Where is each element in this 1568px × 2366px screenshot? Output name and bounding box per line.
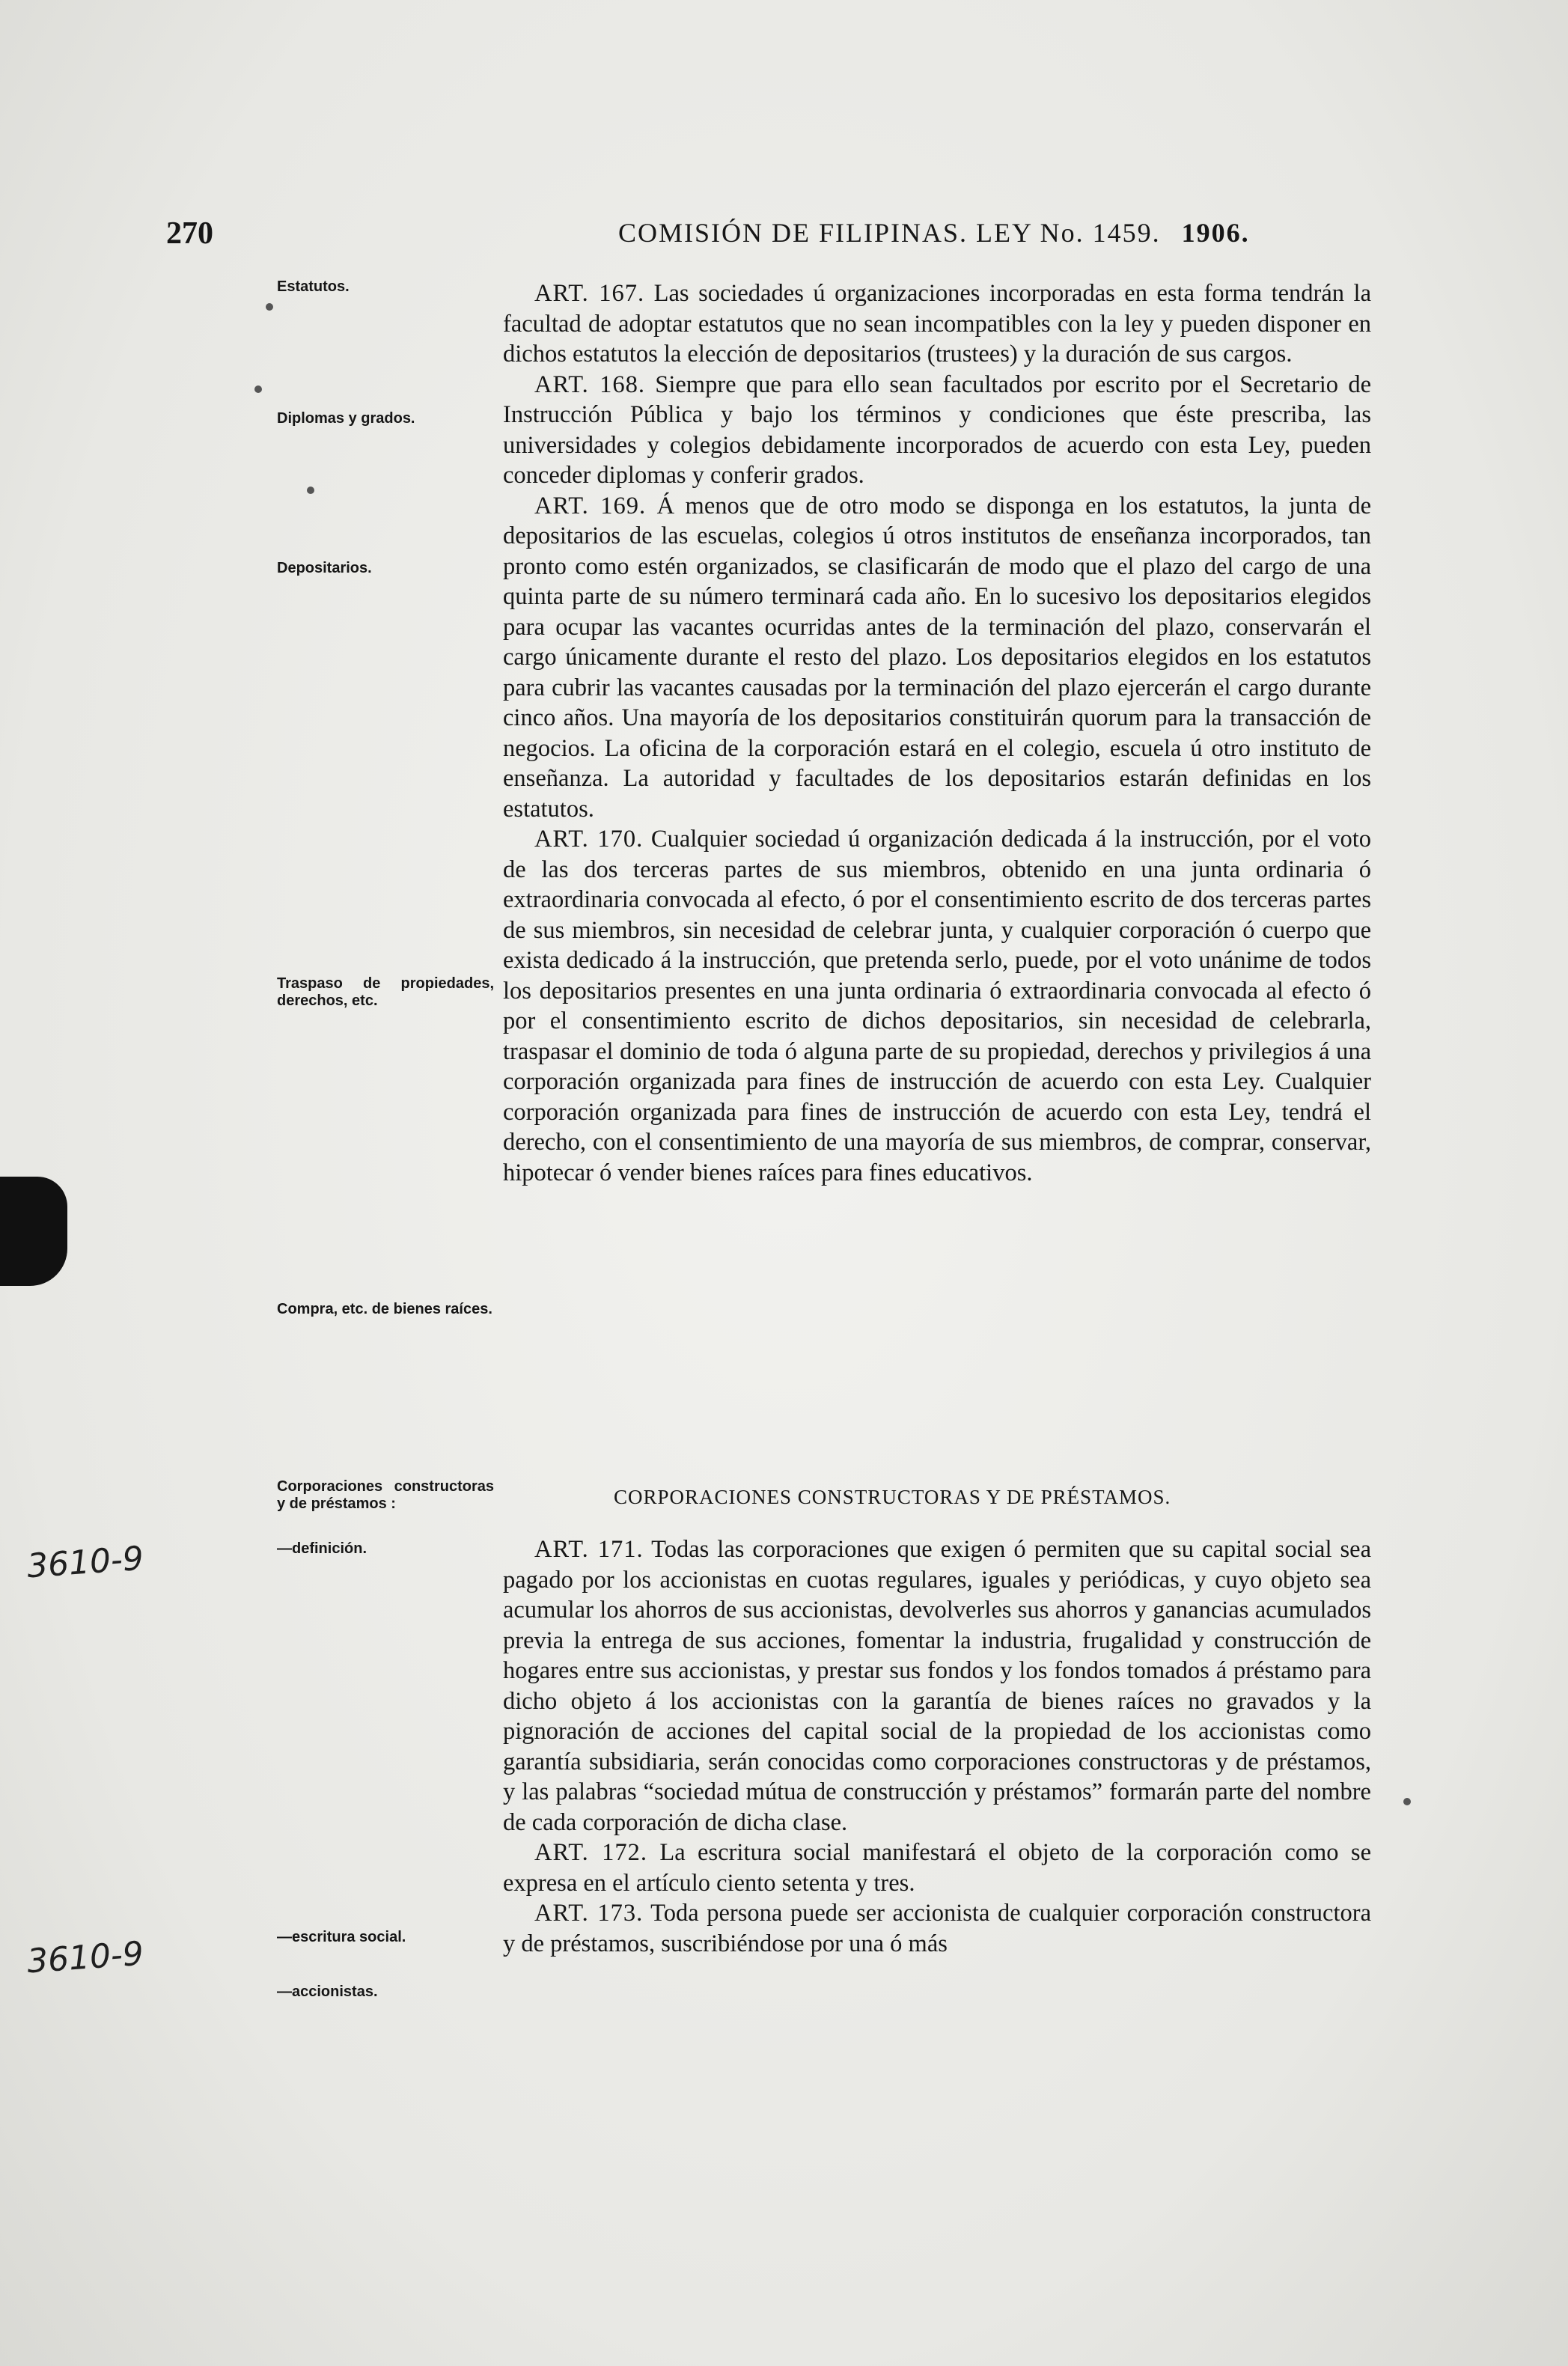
sidenote-traspaso: Traspaso de propiedades, derechos, etc.	[277, 975, 494, 1009]
sidenote-compra: Compra, etc. de bienes raíces.	[277, 1301, 492, 1317]
sidenote-escritura: —escritura social.	[277, 1929, 406, 1945]
article-text: Siempre que para ello sean facultados por escrito por el Secretario de Instrucción Pública y bajo los términos y condiciones que éste prescriba, las universidades y colegios debidamente incorporados de acuerdo con esta Ley, pueden conceder diplomas y conferir grados.	[503, 371, 1372, 489]
article-169	[503, 491, 1371, 825]
scan-speck	[254, 385, 262, 393]
article-label: ART. 173.	[534, 1900, 644, 1927]
article-text: La escritura social manifestará el objeto de la corporación como se expresa en el artículo ciento setenta y tres.	[503, 1839, 1372, 1897]
article-173	[503, 1898, 1371, 1959]
article-label: ART. 172.	[534, 1839, 648, 1866]
article-label: ART. 170.	[534, 826, 644, 853]
running-title: COMISIÓN DE FILIPINAS. LEY No. 1459.	[618, 218, 1161, 248]
sidenote-estatutos: Estatutos.	[277, 278, 350, 295]
article-text: Cualquier sociedad ú organización dedicada á la instrucción, por el voto de las dos terceras partes de sus miembros, obtenido en una junta ordinaria ó extraordinaria convocada al efecto, ó por el consentimiento escrito de dos terceras partes de sus miembros, sin necesidad de celebrar junta, y cualquier corporación ó cuerpo que exista dedicado á la instrucción, que pretenda serlo, puede, por el voto unánime de todos los depositarios presentes en una junta ordinaria ó extraordinaria convocada al efecto ó por el consentimiento escrito de dichos depositarios, sin necesidad de celebrarla, traspasar el dominio de toda ó alguna parte de su propiedad, derechos y privilegios á una corporación organizada para fines de instrucción de acuerdo con esta Ley. Cualquier corporación organizada para fines de instrucción de acuerdo con esta Ley, tendrá el derecho, con el consentimiento de una mayoría de sus miembros, de comprar, conservar, hipotecar ó vender bienes raíces para fines educativos.	[503, 826, 1372, 1186]
article-text: Las sociedades ú organizaciones incorporadas en esta forma tendrán la facultad de adoptar estatutos que no sean incompatibles con la ley y pueden disponer en dichos estatutos la elección de depositarios (trustees) y la duración de sus cargos.	[503, 280, 1372, 368]
scan-speck	[266, 303, 273, 311]
article-label: ART. 171.	[534, 1536, 644, 1563]
article-label: ART. 167.	[534, 280, 645, 307]
sidenote-accionistas: —accionistas.	[277, 1984, 378, 2000]
page-number: 270	[166, 216, 213, 251]
article-label: ART. 169.	[534, 492, 647, 519]
article-168	[503, 370, 1371, 491]
article-text: Todas las corporaciones que exigen ó permiten que su capital social sea pagado por los accionistas en cuotas regulares, iguales y periódicas, y cuyo objeto sea acumular los ahorros de sus accionistas, devolverles sus ahorros y ganancias acumulados previa la entrega de sus acciones, fomentar la industria, frugalidad y construcción de hogares entre sus accionistas, y prestar sus fondos y los fondos tomados á préstamo para dicho objeto á los accionistas con la garantía de bienes raíces no gravados y la pignoración de acciones del capital social de la propiedad de los accionistas como garantía subsidiaria, serán conocidas como corporaciones constructoras y de préstamos, y las palabras “sociedad mútua de construcción y préstamos” formarán parte del nombre de cada corporación de dicha clase.	[503, 1536, 1372, 1836]
sidenote-diplomas: Diplomas y grados.	[277, 410, 415, 427]
main-text-bottom	[503, 1534, 1371, 1959]
handwritten-note: 3610-9	[25, 1934, 145, 1981]
scan-speck	[1403, 1798, 1411, 1805]
section-title: CORPORACIONES CONSTRUCTORAS Y DE PRÉSTAMOS.	[614, 1486, 1171, 1508]
article-167	[503, 278, 1371, 370]
article-label: ART. 168.	[534, 371, 645, 398]
scan-blot	[0, 1177, 67, 1286]
running-head	[618, 217, 1250, 249]
article-172	[503, 1838, 1371, 1898]
article-text: Á menos que de otro modo se disponga en los estatutos, la junta de depositarios de las escuelas, colegios ú otros institutos de enseñanza incorporados, tan pronto como estén organizados, se clasificarán de modo que el plazo del cargo de una quinta parte de su número terminará cada año. En lo sucesivo los depositarios elegidos para ocupar las vacantes ocurridas antes de la terminación del plazo, conservarán el cargo únicamente durante el resto del plazo. Los depositarios elegidos en los estatutos para cubrir las vacantes causadas por la terminación del plazo ejercerán el cargo durante cinco años. Una mayoría de los depositarios constituirán quorum para la transacción de negocios. La oficina de la corporación estará en el colegio, escuela ú otro instituto de enseñanza. La autoridad y facultades de los depositarios estarán definidas en los estatutos.	[503, 492, 1372, 823]
main-text-top	[503, 278, 1371, 1188]
running-year: 1906.	[1181, 218, 1250, 248]
sidenote-definicion: —definición.	[277, 1540, 367, 1557]
sidenote-corporaciones: Corporaciones constructoras y de préstamos :	[277, 1478, 494, 1512]
handwritten-note: 3610-9	[25, 1539, 145, 1586]
article-170	[503, 824, 1371, 1188]
article-text: Toda persona puede ser accionista de cualquier corporación constructora y de préstamos, suscribiéndose por una ó más	[503, 1900, 1372, 1957]
article-171	[503, 1534, 1371, 1838]
scan-speck	[307, 487, 314, 494]
sidenote-depositarios: Depositarios.	[277, 560, 372, 576]
